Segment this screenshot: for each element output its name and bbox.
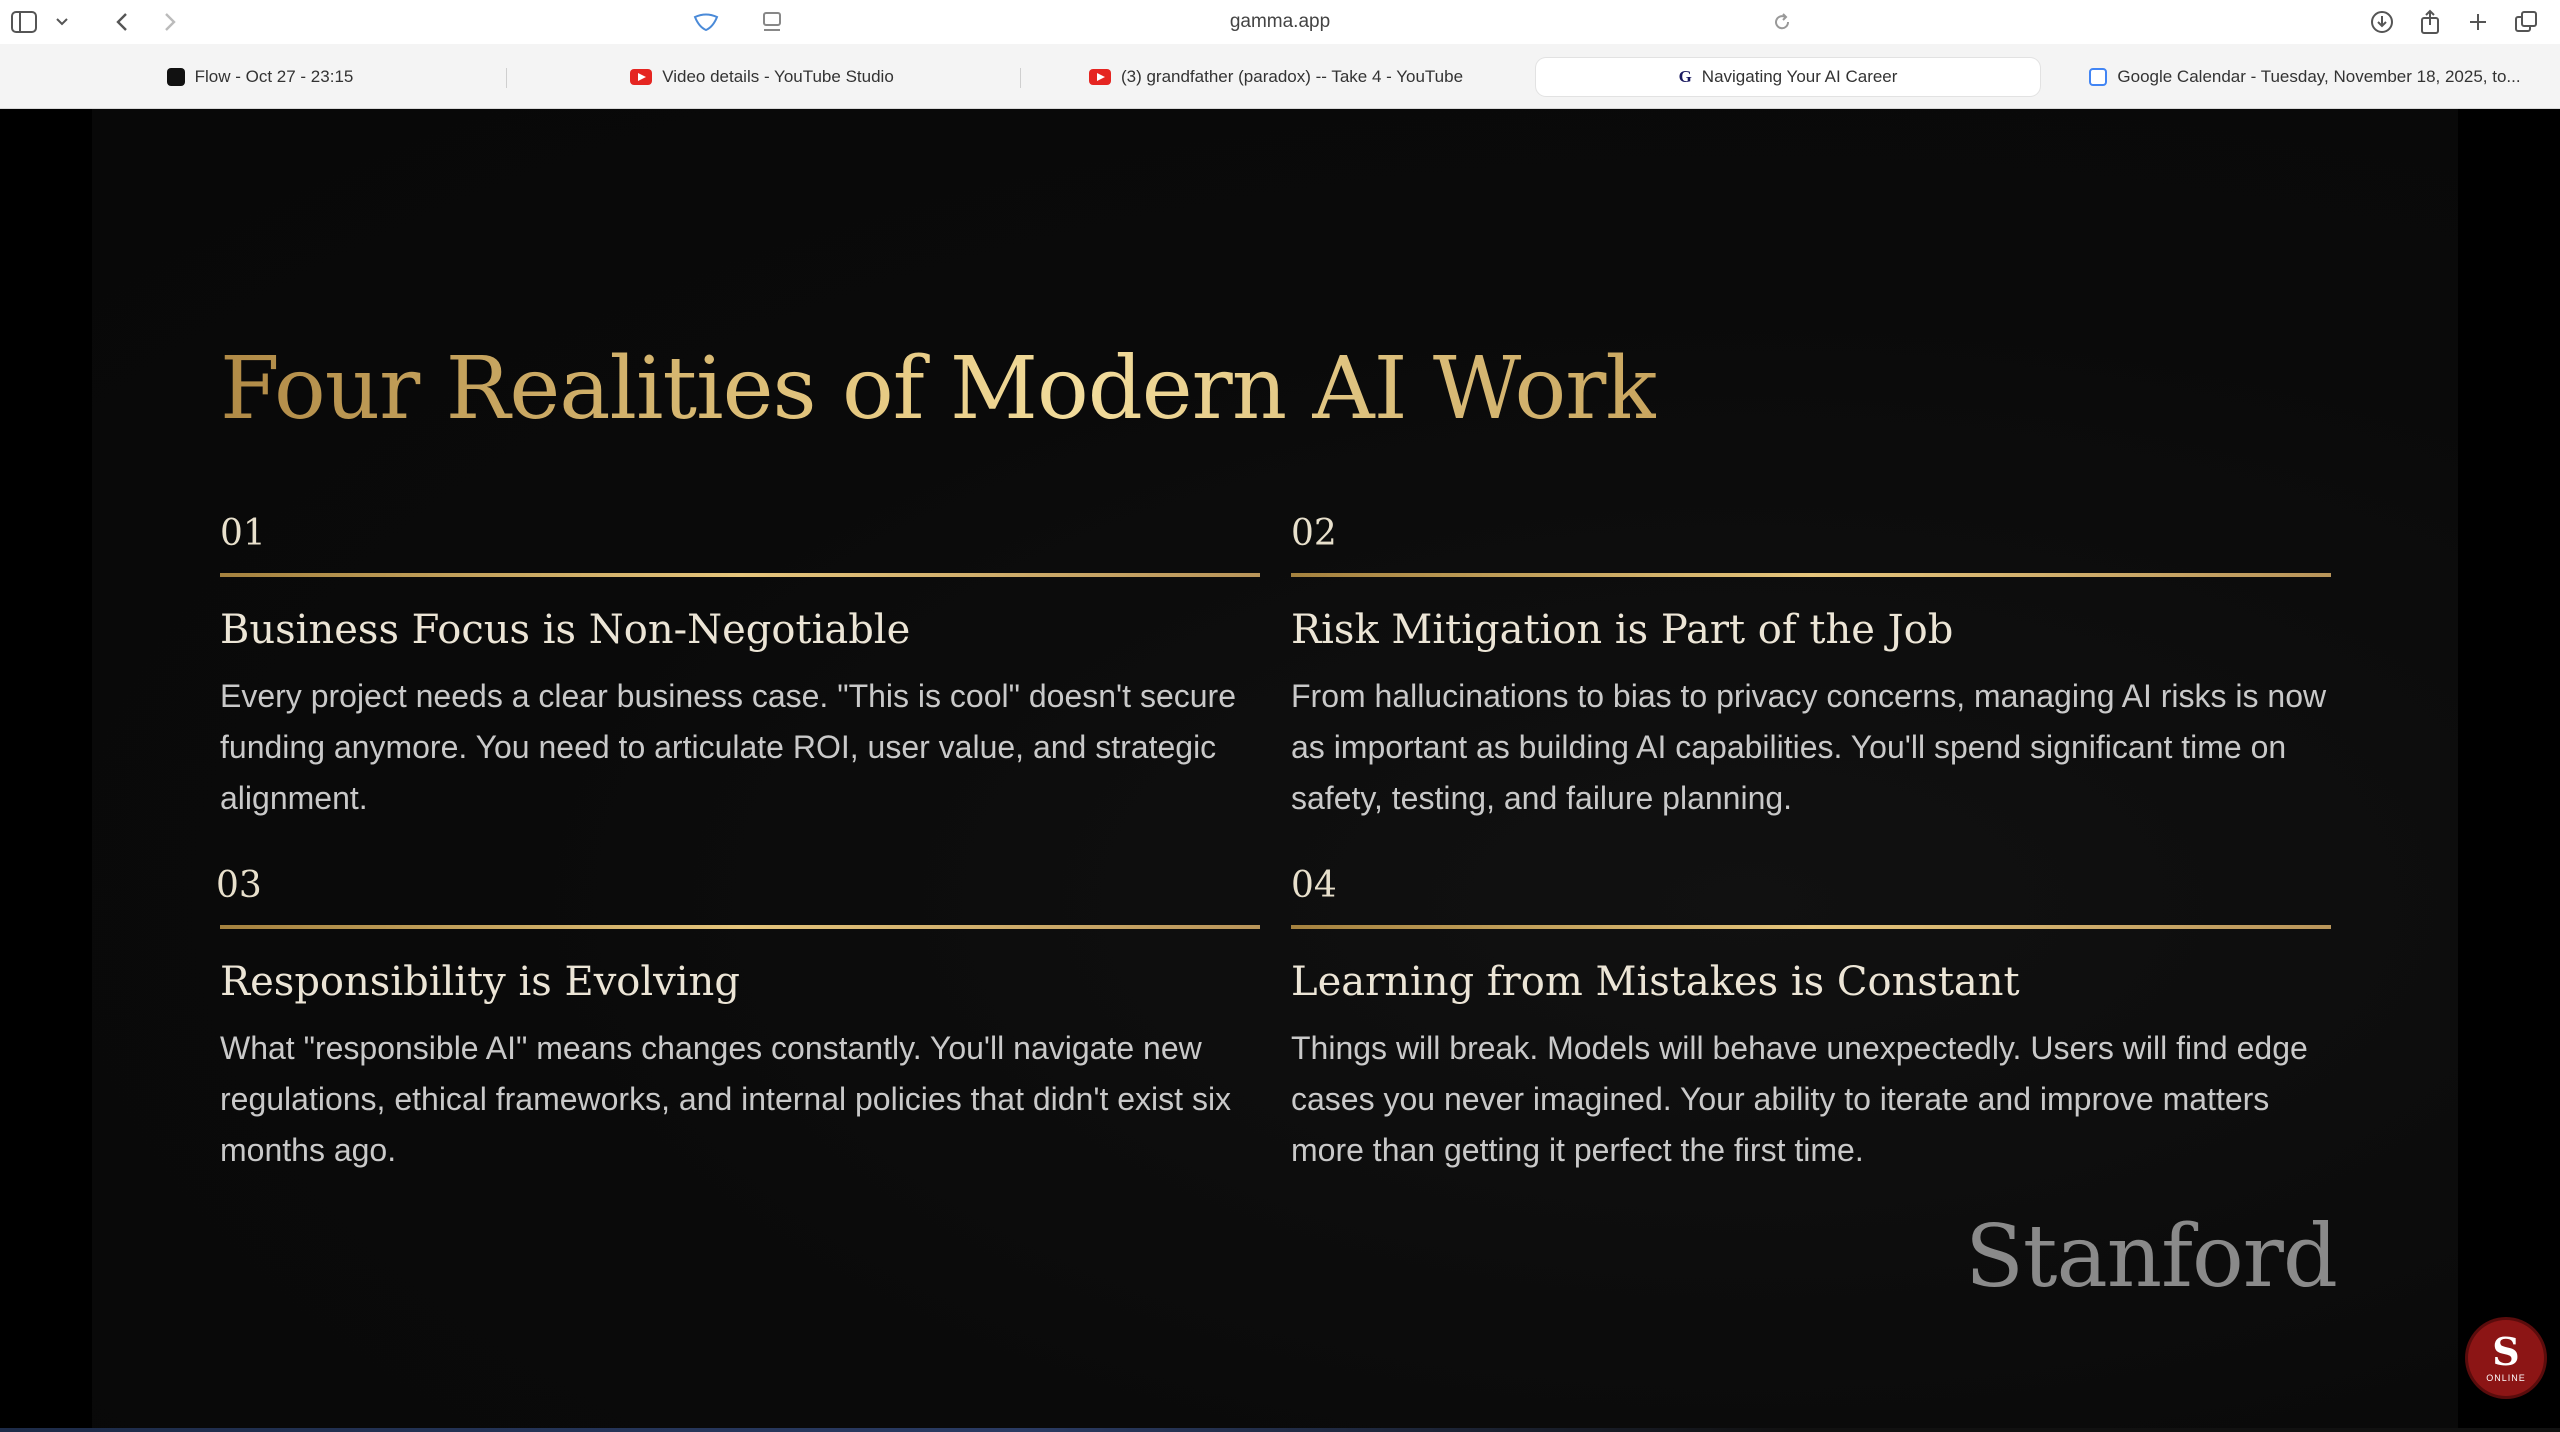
reality-card-2 <box>1291 509 2331 824</box>
card-body: Every project needs a clear business case. "This is cool" doesn't secure funding anymore. You need to articulate ROI, user value, and strategic alignment. <box>220 678 1236 816</box>
logo-letter: S <box>2492 1329 2520 1374</box>
tab-youtube-video[interactable] <box>1036 58 1516 96</box>
address-bar[interactable]: gamma.app <box>1229 11 1331 32</box>
tab-label: (3) grandfather (paradox) -- Take 4 - YouTube <box>1120 67 1464 86</box>
tab-flow[interactable] <box>20 58 500 96</box>
tab-navigating-ai-career[interactable] <box>1536 58 2040 96</box>
presentation-stage <box>0 109 2560 1432</box>
gold-divider <box>220 573 1260 577</box>
tab-label: Navigating Your AI Career <box>1701 67 1898 86</box>
shield-icon[interactable] <box>690 6 722 38</box>
chevron-down-icon[interactable] <box>46 6 78 38</box>
card-number: 02 <box>1291 513 1337 554</box>
tab-youtube-studio[interactable] <box>522 58 1002 96</box>
gamma-icon: G <box>1678 67 1692 86</box>
card-body: From hallucinations to bias to privacy concerns, managing AI risks is now as important as building AI capabilities. You'll spend significant time on safety, testing, and failure planning. <box>1291 678 2327 816</box>
card-heading: Risk Mitigation is Part of the Job <box>1291 607 1954 653</box>
tab-label: Google Calendar - Tuesday, November 18, 2025, to... <box>2117 67 2521 86</box>
card-heading: Business Focus is Non-Negotiable <box>220 607 911 653</box>
reload-icon[interactable] <box>1766 6 1798 38</box>
youtube-icon <box>1089 69 1111 85</box>
card-body: What "responsible AI" means changes constantly. You'll navigate new regulations, ethical frameworks, and internal policies that didn't exist six months ago. <box>220 1030 1232 1168</box>
share-icon[interactable] <box>2414 6 2446 38</box>
gold-divider <box>1291 925 2331 929</box>
browser-toolbar <box>0 0 2560 44</box>
google-calendar-icon <box>2089 68 2107 86</box>
gold-divider <box>1291 573 2331 577</box>
reality-card-4 <box>1291 861 2331 1176</box>
slide <box>92 109 2458 1432</box>
back-icon[interactable] <box>106 6 138 38</box>
card-number: 04 <box>1291 865 1337 906</box>
tab-bar <box>0 44 2560 109</box>
tab-label: Flow - Oct 27 - 23:15 <box>194 67 354 86</box>
gold-divider <box>220 925 1260 929</box>
forward-icon[interactable] <box>154 6 186 38</box>
tab-overview-icon[interactable] <box>2510 6 2542 38</box>
logo-caption: ONLINE <box>2486 1373 2526 1383</box>
youtube-icon <box>630 69 652 85</box>
reality-card-3 <box>216 861 1260 1176</box>
download-icon[interactable] <box>2366 6 2398 38</box>
new-tab-icon[interactable] <box>2462 6 2494 38</box>
tab-label: Video details - YouTube Studio <box>662 67 894 86</box>
bottom-strip <box>0 1428 2560 1432</box>
card-number: 01 <box>220 513 266 554</box>
card-heading: Learning from Mistakes is Constant <box>1291 959 2020 1005</box>
stanford-watermark: Stanford <box>1965 1207 2337 1307</box>
card-body: Things will break. Models will behave unexpectedly. Users will find edge cases you never imagined. Your ability to iterate and improve matters more than getting it perfect the first time. <box>1291 1030 2308 1168</box>
card-heading: Responsibility is Evolving <box>220 959 740 1005</box>
reader-icon[interactable] <box>756 6 788 38</box>
card-number: 03 <box>216 865 262 906</box>
tab-google-calendar[interactable] <box>2060 58 2550 96</box>
tab-separator <box>1020 68 1021 88</box>
flow-icon <box>167 68 185 86</box>
sidebar-toggle-icon[interactable] <box>8 6 40 38</box>
slide-title: Four Realities of Modern AI Work <box>220 339 1657 439</box>
reality-card-1 <box>220 509 1260 824</box>
stanford-online-logo <box>2468 1320 2544 1396</box>
tab-separator <box>506 68 507 88</box>
